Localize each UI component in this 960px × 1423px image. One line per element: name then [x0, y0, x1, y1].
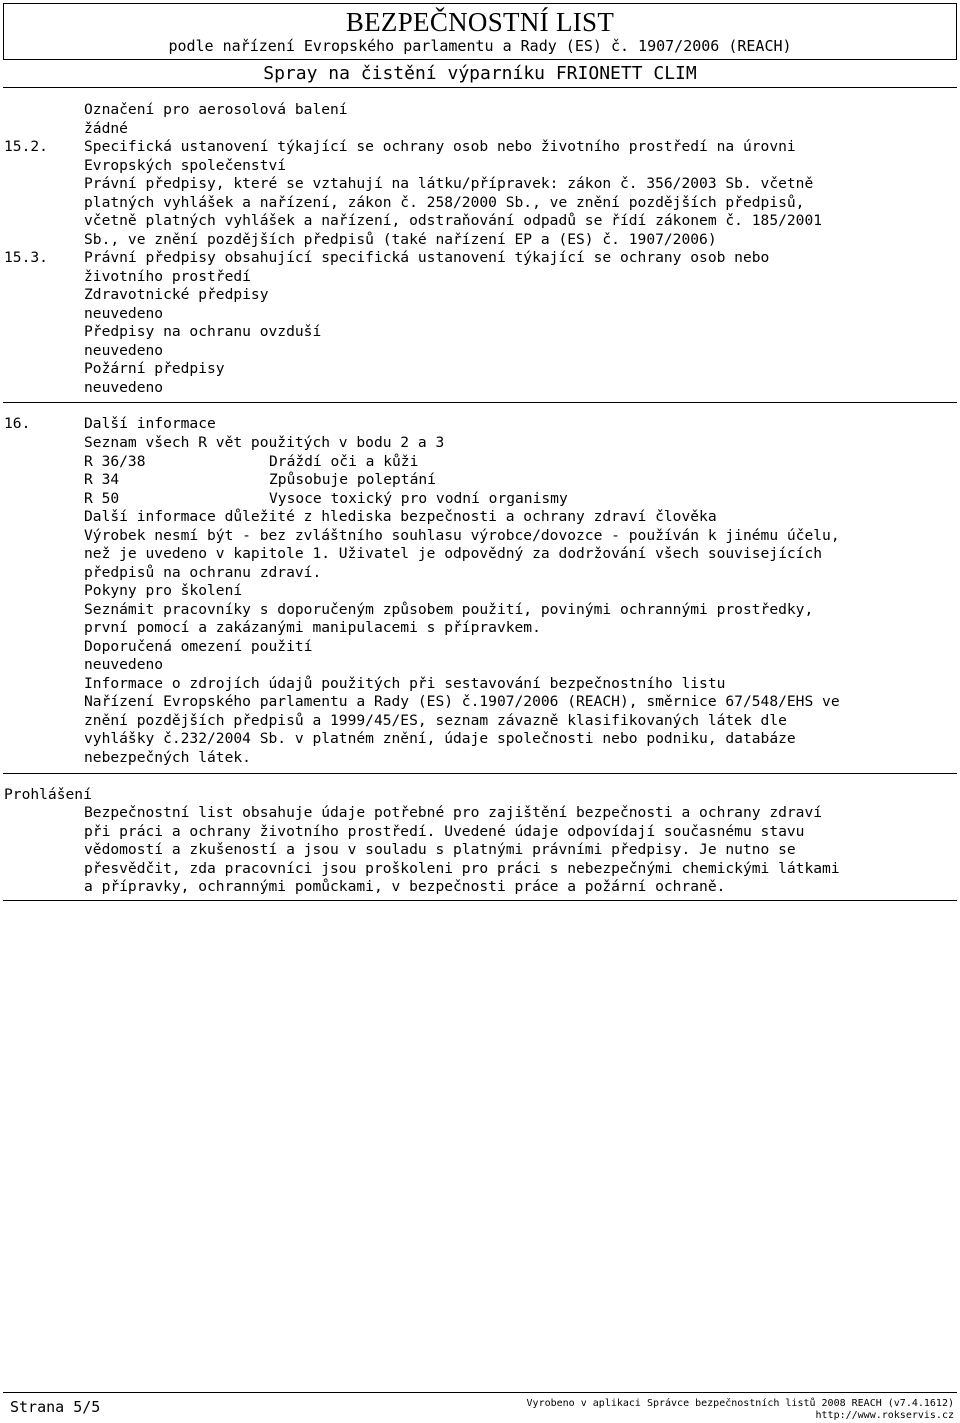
- section-15-3-number: 15.3.: [4, 249, 48, 266]
- r-phrase-code: R 36/38: [84, 453, 146, 470]
- safety-info-title: Další informace důležité z hlediska bezpečnosti a ochrany zdraví člověka: [84, 508, 717, 525]
- sources-line: vyhlášky č.232/2004 Sb. v platném znění, údaje společnosti nebo podniku, databáze: [84, 730, 796, 747]
- r-phrase-code: R 34: [84, 471, 120, 488]
- air-regulations-value: neuvedeno: [84, 342, 164, 359]
- declaration-line: přesvědčit, zda pracovníci jsou proškoleni pro práci s nebezpečnými chemickými látkami: [84, 860, 840, 877]
- r-phrase-text: Vysoce toxický pro vodní organismy: [269, 490, 568, 507]
- sources-title: Informace o zdrojích údajů použitých při sestavování bezpečnostního listu: [84, 675, 726, 692]
- section-15-2-line: Sb., ve znění pozdějších předpisů (také nařízení EP a (ES) č. 1907/2006): [84, 231, 717, 248]
- r-phrase-text: Dráždí oči a kůži: [269, 453, 419, 470]
- document-header: [3, 3, 957, 60]
- declaration-line: vědomostí a zkušeností a jsou v souladu s platnými právními předpisy. Je nutno se: [84, 841, 796, 858]
- health-regulations-value: neuvedeno: [84, 305, 164, 322]
- training-line: první pomocí a zakázanými manipulacemi s přípravkem.: [84, 619, 541, 636]
- declaration-line: a přípravky, ochrannými pomůckami, v bezpečnosti práce a požární ochraně.: [84, 878, 726, 895]
- regulation-subtitle: podle nařízení Evropského parlamentu a Rady (ES) č. 1907/2006 (REACH): [168, 37, 792, 55]
- section-divider: [3, 402, 957, 403]
- sources-line: znění pozdějších předpisů a 1999/45/ES, seznam závazně klasifikovaných látek dle: [84, 712, 787, 729]
- aerosol-value: žádné: [84, 120, 128, 137]
- safety-info-line: Výrobek nesmí být - bez zvláštního souhlasu výrobce/dovozce - používán k jinému účelu,: [84, 527, 840, 544]
- section-16-title: Další informace: [84, 415, 216, 432]
- training-line: Seznámit pracovníky s doporučeným způsobem použití, povinými ochrannými prostředky,: [84, 601, 814, 618]
- declaration-label: Prohlášení: [4, 786, 92, 803]
- declaration-line: při práci a ochrany životního prostředí. Uvedené údaje odpovídají současnému stavu: [84, 823, 805, 840]
- r-phrase-text: Způsobuje poleptání: [269, 471, 436, 488]
- training-title: Pokyny pro školení: [84, 582, 243, 599]
- section-15-2-line: platných vyhlášek a nařízení, zákon č. 258/2000 Sb., ve znění pozdějších předpisů,: [84, 194, 805, 211]
- section-16-number: 16.: [4, 415, 31, 432]
- section-divider: [3, 773, 957, 774]
- section-divider: [3, 900, 957, 901]
- section-15-3-line: Právní předpisy obsahující specifická ustanovení týkající se ochrany osob nebo: [84, 249, 770, 266]
- declaration-line: Bezpečnostní list obsahuje údaje potřebné pro zajištění bezpečnosti a ochrany zdraví: [84, 804, 823, 821]
- section-15-2-line: Právní předpisy, které se vztahují na látku/přípravek: zákon č. 356/2003 Sb. včetně: [84, 175, 814, 192]
- r-phrase-code: R 50: [84, 490, 120, 507]
- use-restrictions-value: neuvedeno: [84, 656, 164, 673]
- health-regulations-label: Zdravotnické předpisy: [84, 286, 269, 303]
- section-15-2-line: Evropských společenství: [84, 157, 287, 174]
- r-phrases-title: Seznam všech R vět použitých v bodu 2 a 3: [84, 434, 445, 451]
- section-15-2-line: Specifická ustanovení týkající se ochrany osob nebo životního prostředí na úrovni: [84, 138, 796, 155]
- section-15-2-number: 15.2.: [4, 138, 48, 155]
- fire-regulations-label: Požární předpisy: [84, 360, 225, 377]
- document-title: BEZPEČNOSTNÍ LIST: [345, 7, 615, 37]
- aerosol-label: Označení pro aerosolová balení: [84, 101, 348, 118]
- safety-info-line: než je uvedeno v kapitole 1. Uživatel je odpovědný za dodržování všech souvisejících: [84, 545, 823, 562]
- sources-line: Nařízení Evropského parlamentu a Rady (ES) č.1907/2006 (REACH), směrnice 67/548/EHS ve: [84, 693, 840, 710]
- section-15-3-line: životního prostředí: [84, 268, 251, 285]
- vendor-url: http://www.rokservis.cz: [815, 1410, 954, 1421]
- section-15-2-line: včetně platných vyhlášek a nařízení, odstraňování odpadů se řídí zákonem č. 185/2001: [84, 212, 823, 229]
- product-name-bar: [3, 60, 957, 88]
- generator-note: Vyrobeno v aplikaci Správce bezpečnostních listů 2008 REACH (v7.4.1612): [526, 1398, 954, 1409]
- air-regulations-label: Předpisy na ochranu ovzduší: [84, 323, 322, 340]
- footer-divider: [3, 1392, 957, 1393]
- page-number: Strana 5/5: [10, 1398, 101, 1416]
- safety-info-line: předpisů na ochranu zdraví.: [84, 564, 322, 581]
- fire-regulations-value: neuvedeno: [84, 379, 164, 396]
- product-name: Spray na čistění výparníku FRIONETT CLIM: [263, 63, 697, 84]
- use-restrictions-title: Doporučená omezení použití: [84, 638, 313, 655]
- sources-line: nebezpečných látek.: [84, 749, 251, 766]
